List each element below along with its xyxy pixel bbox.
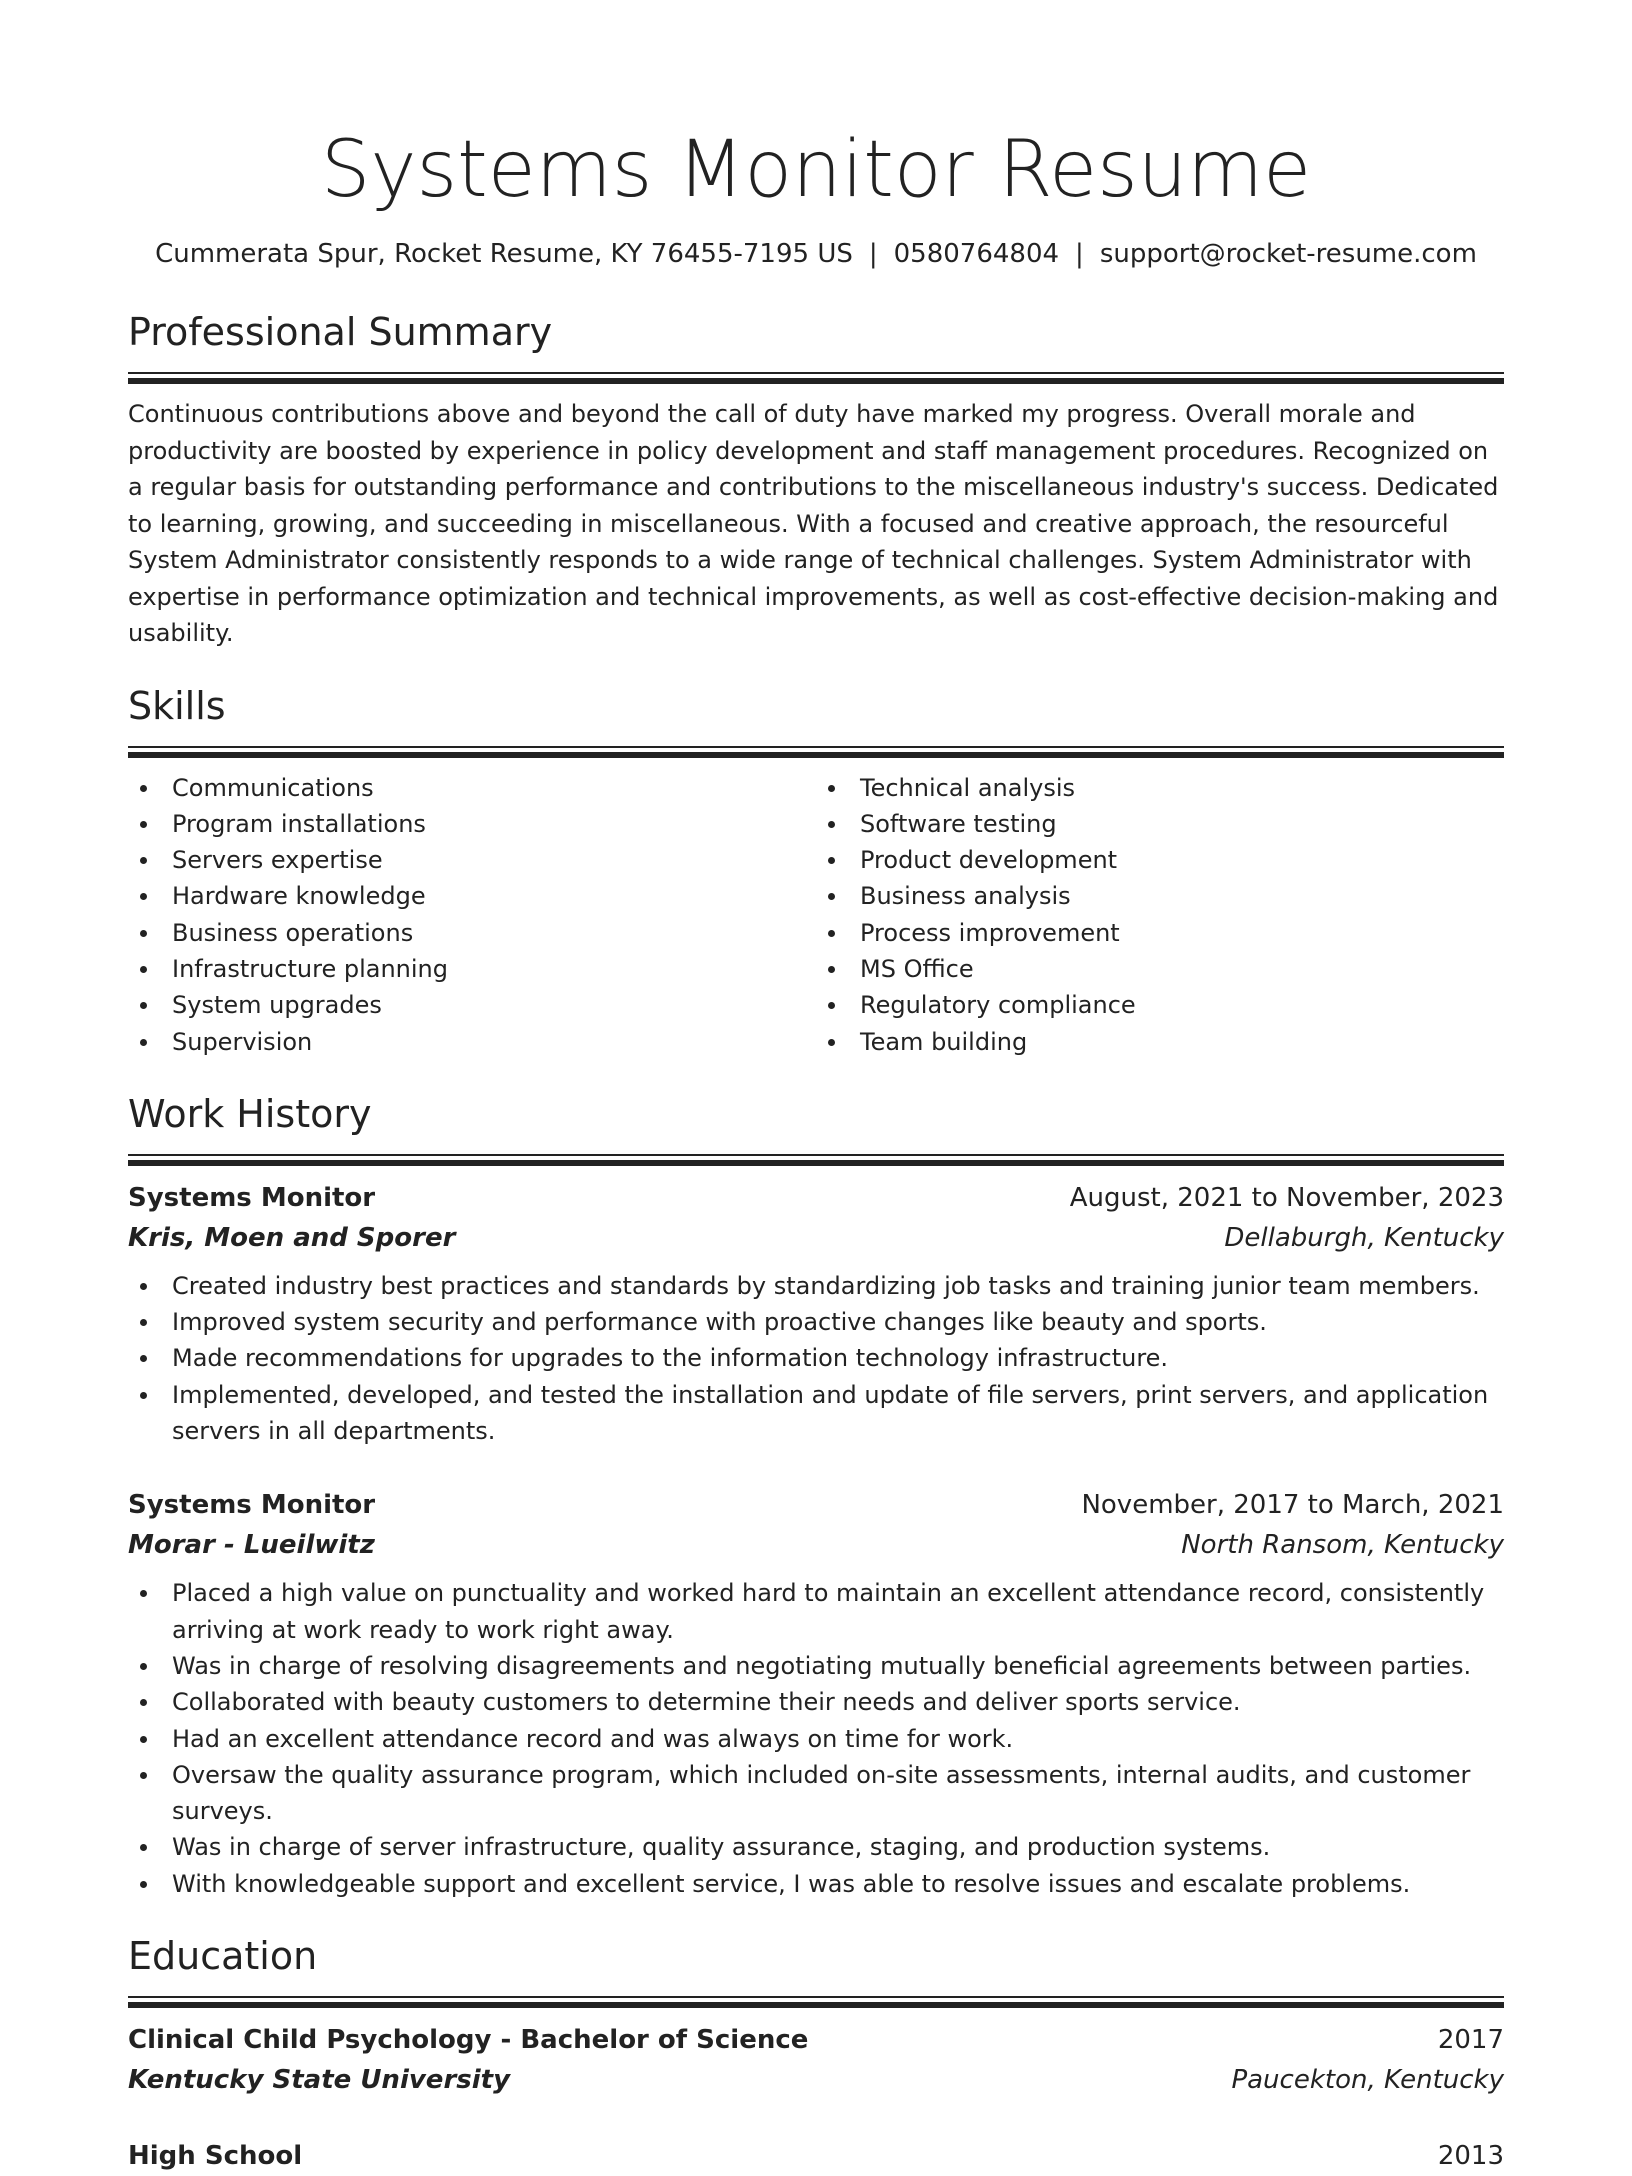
skill-item: Technical analysis (816, 770, 1504, 806)
contact-separator: | (868, 239, 878, 269)
skill-item: System upgrades (128, 987, 816, 1023)
job-bullet: Made recommendations for upgrades to the information technology infrastructure. (128, 1340, 1504, 1376)
job-subheader-row (128, 1218, 1504, 1258)
job-company: Morar - Lueilwitz (128, 1530, 375, 1561)
job-bullet: Had an excellent attendance record and was always on time for work. (128, 1721, 1504, 1757)
summary-text: Continuous contributions above and beyond the call of duty have marked my progress. Overall morale and productivity are boosted by experience in policy development and staff management procedures. Recognized on a regular basis for outstanding performance and contributions to the miscellaneous industry's success. Dedicated to learning, growing, and succeeding in miscellaneous. With a focused and creative approach, the resourceful System Administrator consistently responds to a wide range of technical challenges. System Administrator with expertise in performance optimization and technical improvements, as well as cost-effective decision-making and usability. (128, 400, 1499, 647)
education-location: Paucekton, Kentucky (1231, 2065, 1504, 2096)
job-subheader-row (128, 1525, 1504, 1565)
education-degree: High School (128, 2141, 303, 2172)
skill-item: Business operations (128, 915, 816, 951)
skills-list-left (128, 770, 816, 1060)
job-entry (128, 1485, 1504, 1902)
education-subheader-row (128, 2060, 1504, 2100)
section-divider (128, 1154, 1504, 1166)
job-bullet: Created industry best practices and standards by standardizing job tasks and training junior team members. (128, 1268, 1504, 1304)
section-title-summary: Professional Summary (128, 310, 553, 354)
education-year: 2017 (1437, 2025, 1504, 2056)
education-entry (128, 2136, 1504, 2176)
skill-item: MS Office (816, 951, 1504, 987)
job-bullet: Was in charge of server infrastructure, quality assurance, staging, and production systems. (128, 1829, 1504, 1865)
skill-item: Team building (816, 1024, 1504, 1060)
education-header-row (128, 2136, 1504, 2176)
job-header-row (128, 1485, 1504, 1525)
job-bullets (128, 1268, 1504, 1449)
job-bullet: Implemented, developed, and tested the installation and update of file servers, print servers, and application servers in all departments. (128, 1377, 1504, 1450)
job-dates: November, 2017 to March, 2021 (1081, 1490, 1504, 1521)
job-dates: August, 2021 to November, 2023 (1069, 1182, 1504, 1213)
contact-phone: 0580764804 (893, 239, 1060, 269)
job-location: North Ransom, Kentucky (1181, 1530, 1504, 1561)
section-title-education: Education (128, 1934, 318, 1979)
skill-item: Infrastructure planning (128, 951, 816, 987)
skill-item: Communications (128, 770, 816, 806)
section-education (128, 1930, 1504, 2176)
section-title-work: Work History (128, 1091, 372, 1136)
section-professional-summary (128, 306, 1504, 652)
skills-list-right (816, 770, 1504, 1060)
job-bullet: Was in charge of resolving disagreements and negotiating mutually beneficial agreements between parties. (128, 1648, 1504, 1684)
job-header-row (128, 1178, 1504, 1218)
education-degree: Clinical Child Psychology - Bachelor of Science (128, 2025, 809, 2056)
contact-email: support@rocket-resume.com (1099, 239, 1477, 269)
education-school: Kentucky State University (128, 2065, 511, 2096)
job-location: Dellaburgh, Kentucky (1224, 1222, 1504, 1253)
contact-address: Cummerata Spur, Rocket Resume, KY 76455-7195 US (155, 239, 853, 269)
resume-title: Systems Monitor Resume (320, 125, 1312, 215)
section-work-history (128, 1088, 1504, 1902)
section-divider (128, 372, 1504, 384)
job-bullet: Collaborated with beauty customers to determine their needs and deliver sports service. (128, 1684, 1504, 1720)
skill-item: Program installations (128, 806, 816, 842)
skill-item: Process improvement (816, 915, 1504, 951)
job-company: Kris, Moen and Sporer (128, 1222, 456, 1253)
contact-separator: | (1075, 239, 1084, 269)
job-bullet: Oversaw the quality assurance program, which included on-site assessments, internal audits, and customer surveys. (128, 1757, 1504, 1830)
skill-item: Regulatory compliance (816, 987, 1504, 1023)
education-header-row (128, 2020, 1504, 2060)
contact-line (128, 236, 1504, 272)
skill-item: Business analysis (816, 878, 1504, 914)
skill-item: Product development (816, 842, 1504, 878)
skill-item: Supervision (128, 1024, 816, 1060)
section-divider (128, 1996, 1504, 2008)
education-entry (128, 2020, 1504, 2100)
skill-item: Hardware knowledge (128, 878, 816, 914)
education-year: 2013 (1437, 2141, 1504, 2172)
job-entry (128, 1178, 1504, 1449)
section-skills (128, 680, 1504, 1060)
job-bullet: Placed a high value on punctuality and worked hard to maintain an excellent attendance record, consistently arriving at work ready to work right away. (128, 1575, 1504, 1648)
job-bullet: With knowledgeable support and excellent service, I was able to resolve issues and escalate problems. (128, 1866, 1504, 1902)
job-bullets (128, 1575, 1504, 1902)
skills-columns (128, 770, 1504, 1060)
skill-item: Software testing (816, 806, 1504, 842)
job-title: Systems Monitor (128, 1490, 376, 1521)
job-bullet: Improved system security and performance with proactive changes like beauty and sports. (128, 1304, 1504, 1340)
skill-item: Servers expertise (128, 842, 816, 878)
section-title-skills: Skills (128, 683, 226, 728)
section-divider (128, 746, 1504, 758)
job-title: Systems Monitor (128, 1182, 376, 1213)
resume-page (128, 0, 1504, 2176)
